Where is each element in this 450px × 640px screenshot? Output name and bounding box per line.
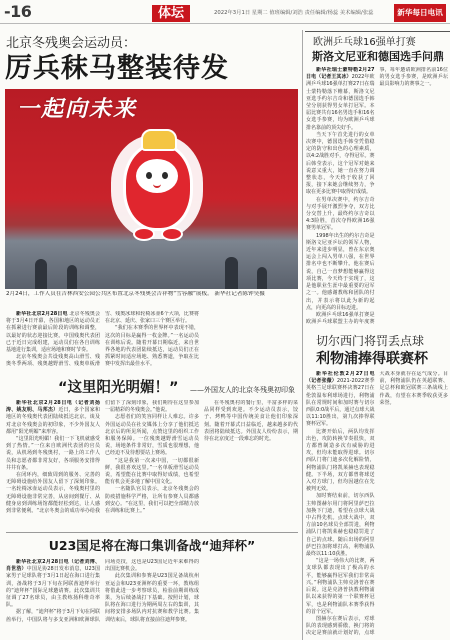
paragraph: 北京冬残奥会共设残奥高山滑雪、残奥冬季两项、残奥越野滑雪、残奥单板滑雪、残奥冰球和轮椅冰壶6个大项，比赛将在北京、延庆、张家口三个赛区举行。	[6, 311, 199, 368]
photo-caption: 2月24日，工作人员在吉林西安公园公共区布置北京冬残奥会吉祥物“雪容融”展板。 新华社记者陈钟昊摄	[6, 291, 265, 297]
paragraph	[6, 400, 100, 436]
dateline: 新华社北京2月28日电（记者刘博、肖世浩）	[6, 559, 100, 573]
league-cup-story-headline: 利物浦捧得联赛杯	[316, 351, 428, 367]
u23-story-headline: U23国足将在海口集训备战“迪拜杯”	[48, 538, 256, 553]
section-tag: 体坛	[152, 5, 190, 22]
paragraph-text: 中国足协28日发布消息，U23国家男子足球队将于3月1日起在海口进行集训，备战将于3月下旬在阿联酋迪拜举行的“迪拜杯”国际足球邀请赛。此次集训共征调了27名球员，由主教练扬科维奇率队。	[6, 566, 100, 609]
paragraph: 在冬残奥村的餐厅里，丰富多样的菜品同样受到欢迎。不少运动员表示，饺子、烤鸭等中国传统美食让他们印象深刻。随着开幕式日益临近，越来越多的代表团将陆续抵达。外国友人纷纷表示，期待在北京度过一段难忘的时光。	[204, 400, 298, 443]
section-separator	[6, 532, 298, 533]
table-tennis-story-headline: 斯洛文尼亚和德国选手问鼎	[312, 50, 444, 63]
mascot-foot-right	[161, 227, 183, 241]
paragraph: 一名随队官员表示，北京冬残奥会的防疫措施科学严格，让所有参赛人员都感到安心。“在这里，我们可以把全部精力放在训练和比赛上。”	[105, 486, 199, 515]
lead-story-headline: 厉兵秣马整装待发	[5, 53, 229, 84]
paragraph: 在男单决赛中，约尔吉奇与对手展开激烈争夺，双方比分交替上升，最终约尔吉奇以4:3险胜，首次夺得欧洲16强赛男单冠军。	[306, 196, 375, 232]
header-rule	[0, 23, 450, 24]
bystander-figure	[225, 257, 238, 289]
mascot-figure	[117, 129, 197, 247]
paragraph: 加时赛结束前，切尔西队主帅图赫尔用门将阿里萨巴拉加换下门迪，希望在点球大战中占得先机。点球大战中，双方前10名球员全部罚进，利物浦队门将凯莱赫也稳稳罚进了自己的点球。随后出场的阿里萨巴拉加将球打高，利物浦队最终以11:10获胜。	[306, 493, 375, 558]
bystander-figure	[35, 259, 47, 289]
column-divider	[302, 30, 303, 640]
mascot-eye-left	[146, 172, 152, 179]
paragraph: 据了解，“迪拜杯”将于3月下旬在阿联酋举行，中国队将与多支亚洲和欧洲球队同场竞技，这也是U23国足近年来难得的出国比赛机会。	[6, 559, 199, 623]
paragraph	[306, 67, 375, 132]
table-tennis-story-body	[306, 67, 448, 330]
paragraph	[6, 559, 100, 609]
paragraph: 在闭环内，细致周到的服务、完善的无障碍设施给外国友人留下了深刻印象。一名轮椅冰壶运动员表示，冬残奥村里的无障碍设施非常完善，从房间到餐厅、从健身房到训练场馆都能轻松到达，让人感到非常便利。“北京冬奥会的成功举办给我们留下了深刻印象，我们期待在这里参加一届精彩的冬残奥会。”他说。	[6, 400, 199, 515]
bystander-figure	[257, 267, 267, 289]
u23-story-body	[6, 559, 298, 638]
paragraph: 图赫尔在赛后表示，对球队的表现感到骄傲，换门将的决定是赛前就计划好的，点球大战本身就存在运气成分。目前，利物浦队仍在英超联赛、足总杯和欧冠联赛三条战线上作战，有望在本赛季收获更多荣誉。	[306, 371, 448, 637]
paragraph: “这里阳光明媚！我们一下飞机就感受到了热情。”一位来自欧洲代表团的官员说，从机场到冬残奥村，一路上的工作人员和志愿者都非常友好，各项服务安排得井井有条。	[6, 436, 100, 471]
paragraph: “这是一场伟大的比赛，两支球队都表现出了极高的水平，能够赢得冠军我们非常高兴。”利物浦队主帅克洛普在赛后说。这是克洛普执教利物浦队以来获得的第一个联赛杯冠军，也是利物浦队本赛季获得的首个冠军。	[306, 558, 375, 615]
mascot-foot-left	[133, 227, 155, 241]
mascot-eye-right	[162, 172, 168, 179]
sunshine-story-headline: “这里阳光明媚！”	[58, 380, 179, 396]
lead-story-kicker: 北京冬残奥会运动员：	[6, 36, 137, 51]
dateline: 新华社北京2月28日电（记者刘扬涛、姚友明、马邦杰）	[6, 400, 100, 414]
paragraph: 比赛开始后，两队均发挥出色，攻防转换节奏很快，双方都曾制造多次有威胁的进攻，但均未能取得进球。切尔西队门将门迪多次化解险情，利物浦队门将凯莱赫也表现稳健。下半场，双方都曾将球送入对方球门，但均因越位在先被判无效。	[306, 428, 375, 493]
paragraph: 志愿者们的笑容同样让人难忘。许多外国运动员在社交媒体上分享了他们抵达北京后的所见所闻，点赞这里的组织工作和服务保障。一位残奥越野滑雪运动员说，场地条件非常好，雪质也很理想，他已经迫不及待想要站上赛场。	[105, 414, 199, 457]
right-column-top-rule	[305, 31, 450, 32]
dateline: 新华社伦敦2月27日电（记者张薇）	[306, 371, 375, 385]
paragraph: “我们在本赛季的世界杯中表现不错，这次的目标是赢得一枚金牌。”一名运动员在训练后说。随着开幕日期临近，来自世界各地的代表团陆续抵达，运动员们正在抓紧时间适应场地、熟悉赛道，争取在比赛中发挥出最佳水平。	[105, 325, 199, 368]
masthead-logo: 新华每日电讯	[394, 4, 446, 22]
paragraph: 欧洲乒乓球16强单打赛是欧洲乒乓球联盟主办的年度赛事，每年邀请欧洲排名前16位的男女选手参赛，是欧洲乒坛最具影响力的赛事之一。	[306, 67, 448, 326]
paragraph-text: 北京冬残奥会将于3月4日开幕，各国和地区的运动员正在抓紧进行赛前最后阶段的训练和调整，以最好的状态迎接比赛。中国残奥代表团已于近日完成组建，运动员们在各自训练基地进行集训，适应场地和赛时节奏。	[6, 311, 100, 354]
dateline: 新华社瑞士蒙特勒2月27日电（记者王其冰）	[306, 67, 375, 81]
paragraph: 当天下午首先进行的女单决赛中，德国选手韩莹凭借稳定的防守和出色的心理素质，以4:2战胜对手，夺得冠军。赛后韩莹表示，这个冠军对她来说意义重大，她一直在努力调整状态，今天终于收获了回报，接下来她会继续努力，争取在更多比赛中取得好成绩。	[306, 131, 375, 196]
sunshine-story-body	[6, 400, 298, 529]
bystander-figure	[67, 265, 77, 289]
league-cup-story-body	[306, 371, 448, 638]
paragraph-text: 2021-2022赛季英格兰足球联赛杯决赛27日在伦敦温布利球场进行，利物浦队在常规时间和加时赛与切尔西队0:0战平后，通过点球大战以11:10胜出，第九次捧得联赛杯冠军。	[306, 378, 375, 428]
photo-banner-text: 一起向未来	[17, 97, 138, 122]
lead-story-photo	[5, 89, 298, 289]
paragraph: 此次集训和参赛是U23国足备战杭州亚运会和U23亚洲杯的重要一环，教练组将借此进一步考察球员，检验前期训练成果，为后续备战打下基础。按照计划，球队将在海口进行为期两周左右的集训，其间将安排多场队内对抗赛和教学比赛。集训结束后，球队将直接前往迪拜参赛。	[105, 573, 199, 623]
paragraph: 1998年出生的约尔吉奇是斯洛文尼亚乒坛的领军人物，近年来进步明显，曾在东京奥运会上闯入男单八强，在世界排名中也不断攀升。他在赛后说，自己一直梦想能够赢得这项比赛，今天终于实现了，这是他职业生涯中最重要的冠军之一。他感谢教练和团队的付出，并表示将以此为新的起点，向更高的目标迈进。	[306, 232, 375, 311]
paragraph-text: 2022年欧洲乒乓球16强单打赛27日在瑞士蒙特勒落下帷幕，斯洛文尼亚选手约尔吉奇和德国选手韩莹分别获得男女单打冠军。本届比赛共有16名男选手和16名女选手参赛，均为欧洲乒乓球排名靠前的顶尖好手。	[306, 74, 375, 131]
mascot-face	[136, 159, 178, 193]
paragraph	[6, 311, 100, 354]
date-editor-line: 2022年3月1日 星期二 值班编辑/刘浩 责任编辑/杨蕊 美术编辑/张蕊	[214, 10, 374, 16]
mascot-lantern-cap	[141, 129, 177, 151]
league-cup-story-kicker: 切尔西门将罚丢点球	[316, 334, 425, 348]
paragraph: “这是我第一次来中国，一切都很新鲜，我很喜欢这里。”一名单板滑雪运动员说，希望能在比赛中取得好成绩，也希望能有机会更多地了解中国文化。	[105, 457, 199, 486]
paragraph-text: 近日，多个国家和地区的冬残奥代表团陆续抵达北京。谈及对北京冬残奥会的初印象，不少外国友人都用“阳光明媚”来形容。	[6, 407, 100, 435]
table-tennis-story-kicker: 欧洲乒乓球16强单打赛	[313, 37, 416, 48]
dateline: 新华社北京2月28日电	[16, 311, 70, 317]
paragraph	[306, 371, 375, 429]
mascot-mouth	[153, 182, 161, 188]
lead-story-body	[6, 311, 298, 377]
page-number: -16	[4, 2, 32, 21]
sunshine-story-subheadline: ——外国友人的北京冬残奥初印象	[190, 386, 295, 394]
